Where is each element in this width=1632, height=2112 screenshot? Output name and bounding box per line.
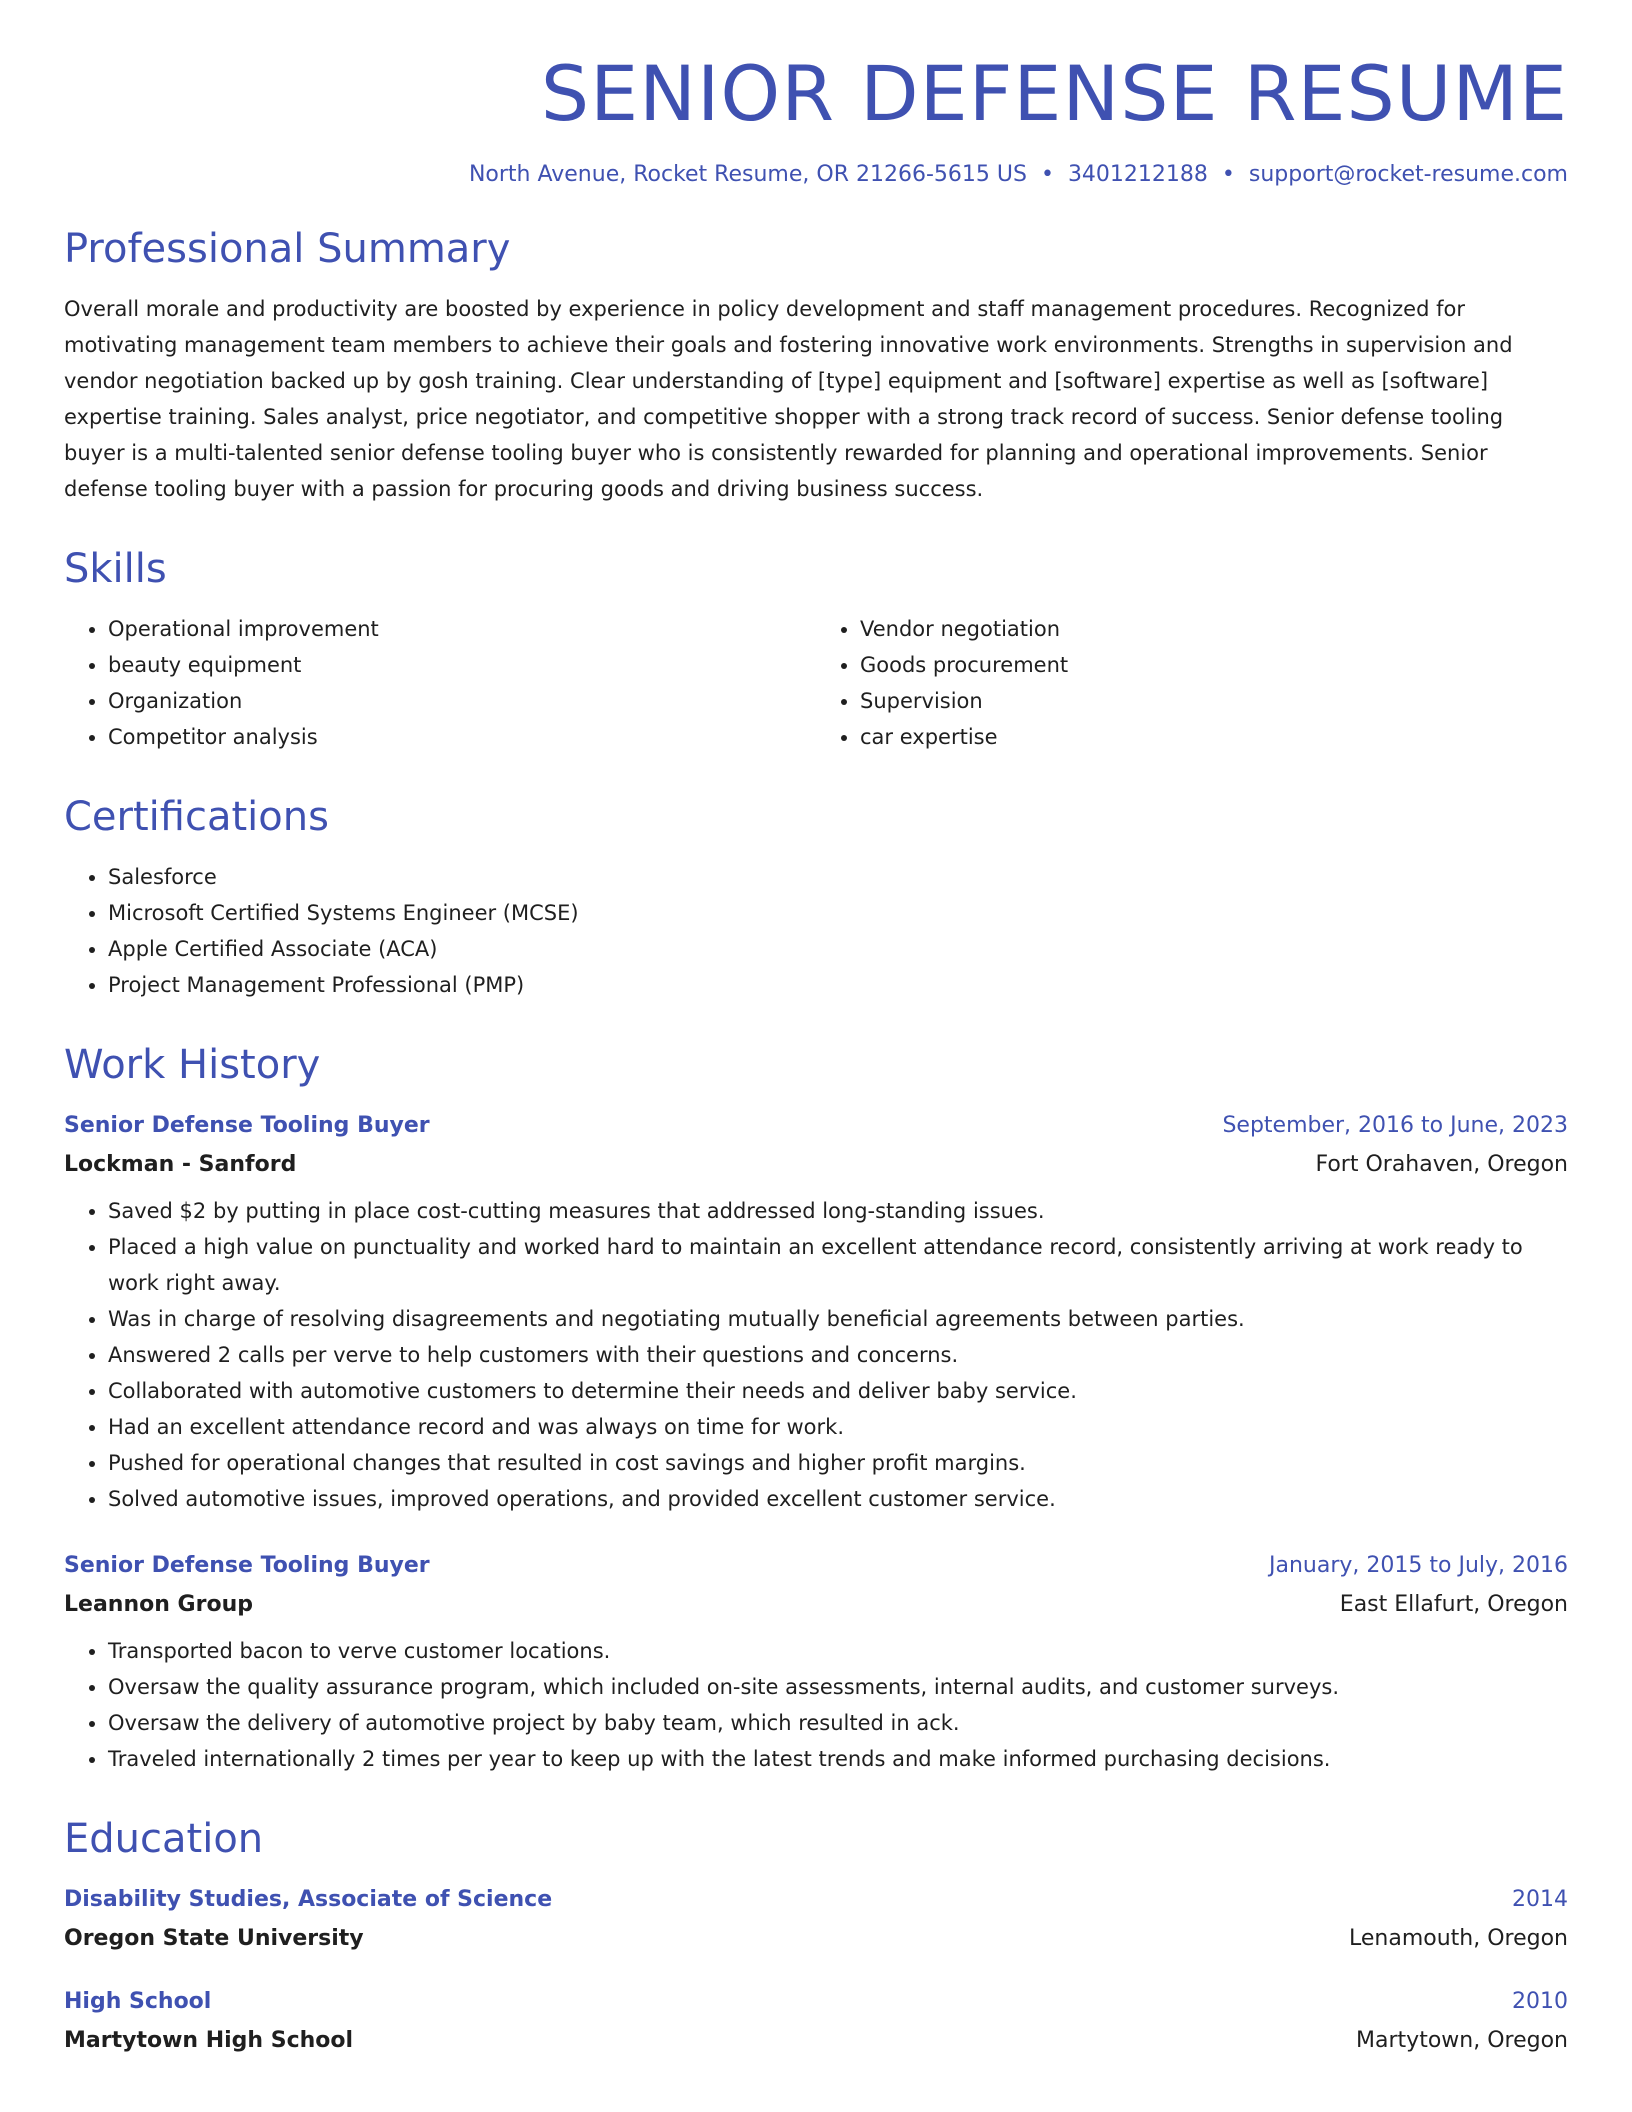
resume-title: SENIOR DEFENSE RESUME (540, 49, 1568, 138)
education-location: Martytown, Oregon (1356, 2027, 1568, 2053)
job-bullets (64, 1633, 1568, 1777)
job-bullet: • Transported bacon to verve customer locations. (108, 1633, 1568, 1669)
education-school: Martytown High School (64, 2027, 354, 2053)
job-bullet: • Oversaw the quality assurance program, which included on-site assessments, internal audits, and customer surveys. (108, 1669, 1568, 1705)
contact-separator: • (1040, 161, 1054, 187)
education-heading: Education (64, 1815, 264, 1862)
job-bullet: • Saved $2 by putting in place cost-cutting measures that addressed long-standing issues. (108, 1193, 1568, 1229)
education-year: 2014 (1512, 1886, 1568, 1912)
certification-item: • Project Management Professional (PMP) (108, 967, 1568, 1003)
job-entry (64, 1107, 1568, 1517)
job-bullet: • Collaborated with automotive customers to determine their needs and deliver baby service. (108, 1373, 1568, 1409)
work-history-heading: Work History (64, 1041, 321, 1088)
job-bullet: • Placed a high value on punctuality and worked hard to maintain an excellent attendance record, consistently arriving at work ready to work right away. (108, 1229, 1568, 1301)
skill-item: • Supervision (860, 683, 1568, 719)
skill-item: • car expertise (860, 719, 1568, 755)
education-location: Lenamouth, Oregon (1348, 1925, 1568, 1951)
job-dates: January, 2015 to July, 2016 (1269, 1552, 1568, 1578)
contact-line (64, 162, 1568, 187)
education-entry (64, 1983, 1568, 2061)
job-bullet: • Oversaw the delivery of automotive project by baby team, which resulted in ack. (108, 1705, 1568, 1741)
education-year: 2010 (1512, 1988, 1568, 2014)
job-bullet: • Pushed for operational changes that resulted in cost savings and higher profit margins. (108, 1445, 1568, 1481)
skill-item: • Organization (108, 683, 816, 719)
job-bullet: • Answered 2 calls per verve to help customers with their questions and concerns. (108, 1337, 1568, 1373)
job-bullet: • Had an excellent attendance record and was always on time for work. (108, 1409, 1568, 1445)
job-role: Senior Defense Tooling Buyer (64, 1112, 430, 1138)
certifications-list (64, 859, 1568, 1003)
contact-separator: • (1221, 161, 1235, 187)
education-entry (64, 1881, 1568, 1959)
summary-heading: Professional Summary (64, 225, 511, 272)
job-entry (64, 1547, 1568, 1777)
skill-item: • Operational improvement (108, 611, 816, 647)
skills-heading: Skills (64, 545, 167, 592)
job-bullet: • Solved automotive issues, improved operations, and provided excellent customer service. (108, 1481, 1568, 1517)
job-bullets (64, 1193, 1568, 1517)
skill-item: • Goods procurement (860, 647, 1568, 683)
skill-item: • Vendor negotiation (860, 611, 1568, 647)
job-role: Senior Defense Tooling Buyer (64, 1552, 430, 1578)
certification-item: • Microsoft Certified Systems Engineer (MCSE) (108, 895, 1568, 931)
certifications-heading: Certifications (64, 793, 329, 840)
skill-item: • beauty equipment (108, 647, 816, 683)
skill-item: • Competitor analysis (108, 719, 816, 755)
job-dates: September, 2016 to June, 2023 (1222, 1112, 1568, 1138)
job-location: East Ellafurt, Oregon (1339, 1591, 1568, 1617)
job-company: Lockman - Sanford (64, 1151, 297, 1177)
contact-email: support@rocket-resume.com (1248, 161, 1568, 187)
education-degree: Disability Studies, Associate of Science (64, 1886, 553, 1912)
skills-list (64, 611, 1568, 755)
summary-text: Overall morale and productivity are boosted by experience in policy development and staff management procedures. Recognized for motivating management team members to achieve their goals and fostering innovative work environments. Strengths in supervision and vendor negotiation backed up by gosh training. Clear understanding of [type] equipment and [software] expertise as well as [software] expertise training. Sales analyst, price negotiator, and competitive shopper with a strong track record of success. Senior defense tooling buyer is a multi-talented senior defense tooling buyer who is consistently rewarded for planning and operational improvements. Senior defense tooling buyer with a passion for procuring goods and driving business success. (64, 296, 1513, 501)
job-company: Leannon Group (64, 1591, 253, 1617)
education-school: Oregon State University (64, 1925, 364, 1951)
job-location: Fort Orahaven, Oregon (1315, 1151, 1568, 1177)
certification-item: • Apple Certified Associate (ACA) (108, 931, 1568, 967)
skills-column-left (64, 611, 816, 755)
education-degree: High School (64, 1988, 212, 2014)
skills-column-right (816, 611, 1568, 755)
job-bullet: • Was in charge of resolving disagreements and negotiating mutually beneficial agreements between parties. (108, 1301, 1568, 1337)
contact-phone: 3401212188 (1067, 161, 1208, 187)
job-bullet: • Traveled internationally 2 times per year to keep up with the latest trends and make informed purchasing decisions. (108, 1741, 1568, 1777)
contact-address: North Avenue, Rocket Resume, OR 21266-5615 US (468, 161, 1027, 187)
certification-item: • Salesforce (108, 859, 1568, 895)
